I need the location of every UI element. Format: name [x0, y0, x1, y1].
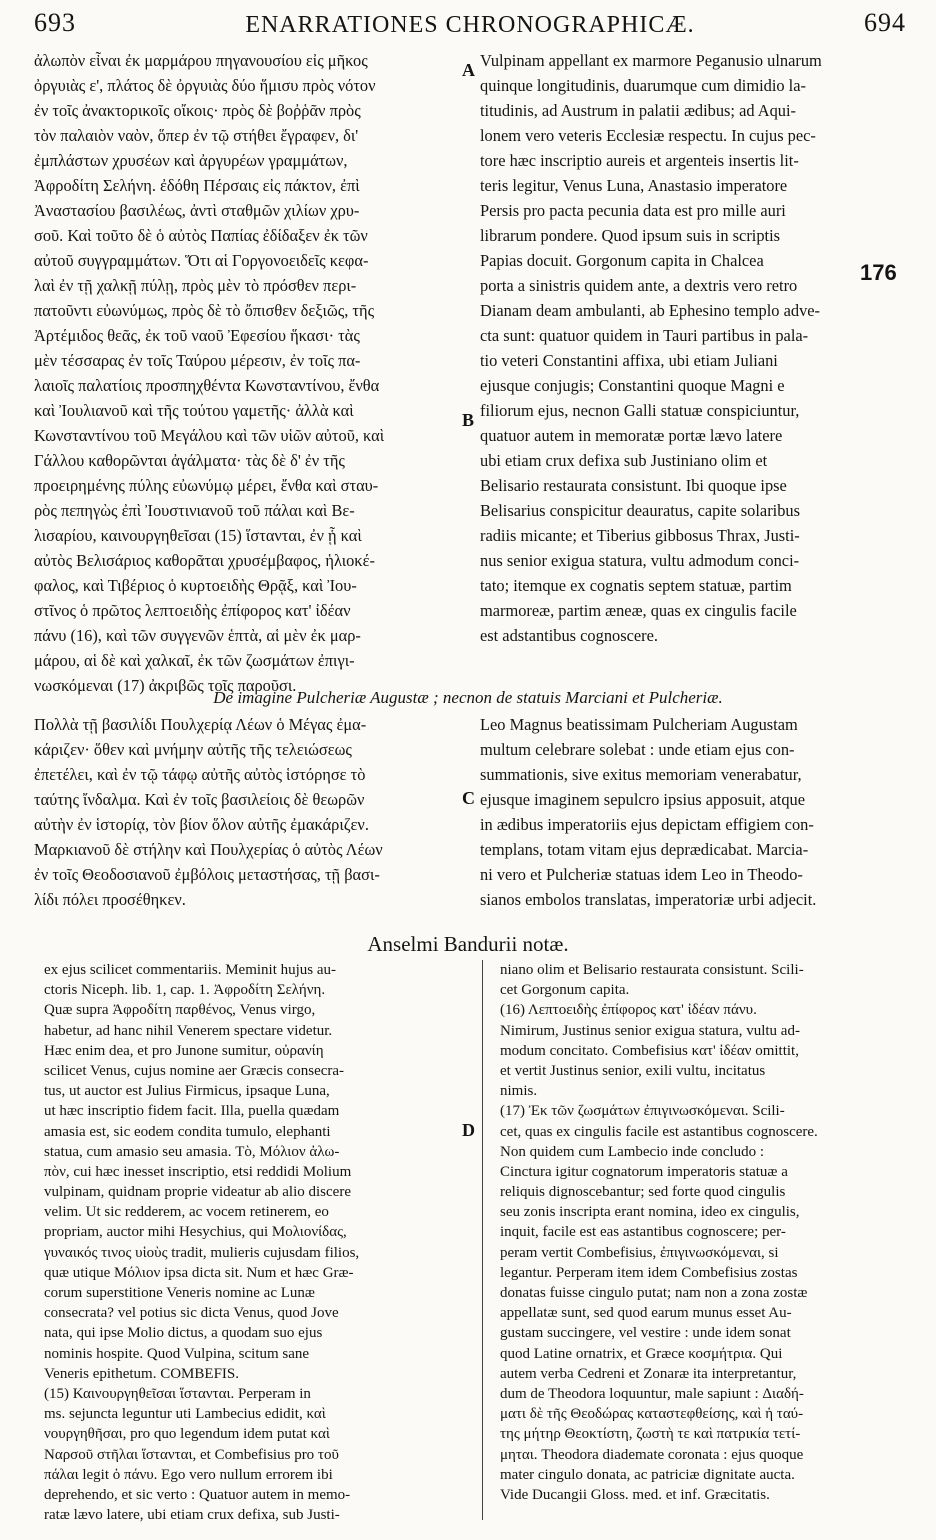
text-line: Dianam deam ambulanti, ab Ephesino templo adve-: [480, 301, 821, 320]
running-head: [34, 6, 906, 46]
section-title: De imagine Pulcheriæ Augustæ ; necnon de statuis Marciani et Pulcheriæ.: [213, 688, 723, 707]
note-line: nimis.: [500, 1083, 538, 1100]
text-line: λαιοῖς παλατίοις προσπηχθέντα Κωνσταντίνου, ἔνθα: [34, 376, 380, 395]
text-line: tore hæc inscriptio aureis et argenteis insertis lit-: [480, 151, 799, 170]
text-line: αὐτὴν ἐν ἱστορίᾳ, τὸν βίον ὅλον αὐτῆς ἐμακάριζεν.: [34, 815, 369, 834]
note-line: corum superstitione Veneris nomine ac Lunæ: [44, 1285, 315, 1301]
text-line: στῖνος ὁ πρῶτος λεπτοειδὴς ἐπίφορος κατ' ἰδέαν: [34, 601, 351, 620]
note-line: nata, qui ipse Molio dictus, a quodam suo ejus: [44, 1325, 323, 1342]
margin-marker-d: D: [462, 1120, 475, 1140]
text-line: lonem vero veteris Ecclesiæ respectu. In cujus pec-: [480, 126, 816, 145]
notes-right-column: [500, 960, 910, 1505]
text-line: μὲν τέσσαρας ἐν τοῖς Ταύρου μέρεσιν, ἐν τοῖς πα-: [34, 351, 361, 370]
note-line: Hæc enim dea, et pro Junone sumitur, οὐρανίη: [44, 1042, 324, 1059]
note-line: niano olim et Belisario restaurata consistunt. Scili-: [500, 962, 804, 978]
text-line: nus senior exigua statura, vultu admodum conci-: [480, 551, 800, 570]
note-line: της μήτηρ Θεοκτίστη, ζωστὴ τε καὶ πατρικία τετί-: [500, 1426, 801, 1443]
note-line: Quæ supra Ἀφροδίτη παρθένος, Venus virgo,: [44, 1002, 316, 1019]
text-line: sianos embolos translatas, imperatoriæ urbi adjecit.: [480, 890, 817, 909]
note-line: Ναρσοῦ στῆλαι ἵστανται, et Combefisius pro τοῦ: [44, 1446, 339, 1463]
note-line: πάλαι legit ὁ πάνυ. Ego vero nullum errorem ibi: [44, 1466, 333, 1483]
text-line: in ædibus imperatoriis ejus depictam effigiem con-: [480, 815, 814, 834]
note-line: statua, cum amasio seu amasia. Τὸ, Μόλιον ἀλω-: [44, 1143, 340, 1160]
note-line: appellatæ sunt, sed quod earum munus esset Au-: [500, 1305, 792, 1322]
text-line: ἐν τοῖς Θεοδοσιανοῦ ἐμβόλοις μεταστήσας, τῇ βασι-: [34, 865, 380, 884]
note-line: Cinctura igitur cognatorum imperatoris statuæ a: [500, 1163, 788, 1180]
note-line: (15) Καινουργηθεῖσαι ἵστανται. Perperam in: [44, 1385, 311, 1402]
text-line: μάρου, αἱ δὲ καὶ χαλκαῖ, ἐκ τῶν ζωσμάτων ἐπιγι-: [34, 651, 355, 670]
text-line: νωσκόμεναι (17) ἀκριβῶς τοῖς παροῦσι.: [34, 676, 297, 695]
notes-title: Anselmi Bandurii notæ.: [367, 932, 569, 956]
note-line: vulpinam, quidnam proprie videatur ab alio discere: [44, 1184, 351, 1201]
note-line: reliquis dignoscebantur; sed forte quod cingulis: [500, 1184, 786, 1201]
note-line: legantur. Perperam item idem Combefisius zostas: [500, 1264, 798, 1281]
margin-marker-b: B: [462, 410, 475, 430]
note-line: ctoris Niceph. lib. 1, cap. 1. Ἀφροδίτη Σελήνη.: [44, 982, 326, 999]
text-line: φαλος, καὶ Τιβέριος ὁ κυρτοειδὴς Θρᾷξ, καὶ Ἰου-: [34, 576, 357, 595]
note-line: habetur, ad hanc nihil Venerem spectare videtur.: [44, 1022, 333, 1039]
text-line: Persis pro pacta pecunia data est pro mille auri: [480, 201, 786, 220]
note-line: Veneris epithetum. COMBEFIS.: [44, 1365, 239, 1382]
text-line: radiis micante; et Tiberius gibbosus Thrax, Justi-: [480, 526, 800, 545]
text-line: ταύτης ἴνδαλμα. Καὶ ἐν τοῖς βασιλείοις δὲ θεωρῶν: [34, 790, 365, 809]
note-line: amasia est, sic eodem condita tumulo, elephanti: [44, 1123, 331, 1140]
text-line: Papias docuit. Gorgonum capita in Chalcea: [480, 251, 764, 270]
text-line: ubi etiam crux defixa sub Justiniano olim et: [480, 451, 768, 470]
notes-left-column: [44, 960, 464, 1525]
text-line: λαὶ ἐν τῇ χαλκῇ πύλῃ, πρὸς μὲν τὸ πρόσθεν περι-: [34, 276, 357, 295]
text-line: marmoreæ, partim æneæ, quas ex cingulis facile: [480, 601, 797, 620]
text-line: αὐτὸς Βελισάριος καθορᾶται χρυσέμβαφος, ἡλιοκέ-: [34, 551, 375, 570]
text-line: ni vero et Pulcheriæ statuas idem Leo in Theodo-: [480, 865, 803, 884]
note-line: μηται. Theodora diademate coronata : ejus quoque: [500, 1446, 804, 1463]
note-line: ut hæc inscriptio fidem facit. Illa, puella quædam: [44, 1103, 340, 1120]
text-line: Ἀναστασίου βασιλέως, ἀντὶ σταθμῶν χιλίων χρυ-: [34, 201, 360, 220]
text-line: quatuor autem in memoratæ portæ lævo latere: [480, 426, 783, 445]
note-line: modum concitato. Combefisius κατ' ἰδέαν omittit,: [500, 1042, 799, 1059]
note-line: deprehendo, et sic verto : Quatuor autem in memo-: [44, 1486, 351, 1503]
note-line: ms. sejuncta leguntur uti Lambecius edidit, καὶ: [44, 1406, 326, 1423]
text-line: tio veteri Constantini affixa, ubi etiam Juliani: [480, 351, 778, 370]
page-number-right: 694: [864, 8, 906, 37]
text-line: ἐν τοῖς ἀνακτορικοῖς οἴκοις· πρὸς δὲ βοῤῥᾶν πρὸς: [34, 101, 361, 120]
greek-text-middle: [34, 712, 464, 912]
text-line: Belisario restaurata consistunt. Ibi quoque ipse: [480, 476, 787, 495]
note-line: Nimirum, Justinus senior exigua statura, vultu ad-: [500, 1022, 800, 1039]
page-number-left: 693: [34, 8, 76, 37]
text-line: Γάλλου καθορῶνται ἀγάλματα· τὰς δὲ δ' ἐν τῆς: [34, 451, 345, 470]
note-line: cet, quas ex cingulis facile est astantibus cognoscere.: [500, 1123, 818, 1140]
text-line: Κωνσταντίνου τοῦ Μεγάλου καὶ τῶν υἱῶν αὐτοῦ, καὶ: [34, 426, 385, 445]
text-line: πάνυ (16), καὶ τῶν συγγενῶν ἑπτὰ, αἱ μὲν ἐκ μαρ-: [34, 626, 361, 645]
text-line: multum celebrare solebat : unde etiam ejus con-: [480, 740, 795, 759]
note-line: gustam succingere, vel vestire : unde idem sonat: [500, 1325, 791, 1342]
note-line: donatas fuisse cingulo putat; nam non a zona zostæ: [500, 1285, 808, 1301]
note-line: propriam, auctor mihi Hesychius, qui Μολιονίδας,: [44, 1224, 347, 1241]
text-line: templans, totam vitam ejus deprædicabat. Marcia-: [480, 840, 809, 859]
note-line: (16) Λεπτοειδὴς ἐπίφορος κατ' ἰδέαν πάνυ.: [500, 1002, 757, 1019]
text-line: cta sunt: quatuor quidem in Tauri partibus in pala-: [480, 326, 809, 345]
text-line: titudinis, ad Austrum in palatii ædibus; ad Aqui-: [480, 101, 796, 120]
note-line: Vide Ducangii Gloss. med. et inf. Græcitatis.: [500, 1486, 770, 1503]
text-line: ἀλωπὸν εἶναι ἐκ μαρμάρου πηγανουσίου εἰς μῆκος: [34, 51, 368, 70]
note-line: Non quidem cum Lambecio inde concludo :: [500, 1143, 765, 1160]
margin-marker-c: C: [462, 788, 475, 808]
note-line: quæ utique Μόλιον ipsa dicta sit. Num et hæc Græ-: [44, 1264, 354, 1281]
text-line: ἐπετέλει, καὶ ἐν τῷ τάφῳ αὐτῆς αὐτὸς ἱστόρησε τὸ: [34, 765, 366, 784]
text-line: καὶ Ἰουλιανοῦ καὶ τῆς τούτου γαμετῆς· ἀλλὰ καὶ: [34, 401, 354, 420]
note-line: nominis hospite. Quod Vulpina, scitum sane: [44, 1345, 310, 1362]
greek-text-top: [34, 48, 464, 698]
text-line: πατοῦντι εὐωνύμως, πρὸς δὲ τὸ ὄπισθεν δεξιῶς, τῆς: [34, 301, 375, 320]
text-line: Leo Magnus beatissimam Pulcheriam Augustam: [480, 715, 798, 734]
note-line: γυναικός τινος υἱοὺς tradit, mulieris cujusdam filios,: [44, 1244, 360, 1261]
text-line: ὀργυιὰς ε', πλάτος δὲ ὀργυιὰς δύο ἥμισυ πρὸς νότον: [34, 76, 376, 95]
note-line: consecrata? vel potius sic dicta Venus, quod Jove: [44, 1305, 339, 1322]
text-line: librarum pondere. Quod ipsum suis in scriptis: [480, 226, 781, 245]
text-line: tato; itemque ex cognatis septem statuæ, partim: [480, 576, 792, 595]
note-line: tus, ut auctor est Julius Firmicus, ipsaque Luna,: [44, 1083, 330, 1100]
note-line: ματι δὲ τῆς Θεοδώρας καταστεφθείσης, καὶ ἡ ταύ-: [500, 1406, 804, 1423]
note-line: (17) Ἐκ τῶν ζωσμάτων ἐπιγινωσκόμεναι. Scili-: [500, 1103, 785, 1120]
note-line: νουργηθῆσαι, pro quo legendum idem putat καὶ: [44, 1426, 330, 1443]
note-line: scilicet Venus, cujus nomine aer Græcis consecra-: [44, 1062, 345, 1079]
text-line: Ἀρτέμιδος θεᾶς, ἐκ τοῦ ναοῦ Ἐφεσίου ἥκασι· τὰς: [34, 326, 360, 345]
text-line: Belisarius conspicitur deauratus, capite solaribus: [480, 501, 800, 520]
text-line: teris legitur, Venus Luna, Anastasio imperatore: [480, 176, 788, 195]
text-line: Πολλὰ τῇ βασιλίδι Πουλχερίᾳ Λέων ὁ Μέγας ἐμα-: [34, 715, 367, 734]
margin-marker-a: A: [462, 60, 475, 80]
text-line: porta a sinistris quidem ante, a dextris vero retro: [480, 276, 798, 295]
page-title: ENARRATIONES CHRONOGRAPHICÆ.: [245, 12, 695, 38]
text-line: λισαρίου, καινουργηθεῖσαι (15) ἵστανται, ἐν ᾗ καὶ: [34, 526, 362, 545]
latin-text-middle: [480, 712, 910, 912]
latin-text-top: [480, 48, 910, 648]
note-line: πὸν, cui hæc inesset inscriptio, etsi reddidi Molium: [44, 1163, 352, 1180]
note-line: velim. Ut sic redderem, ac vocem retinerem, eo: [44, 1204, 329, 1221]
text-line: προειρημένης πύλης εὐωνύμῳ μέρει, ἔνθα καὶ σταυ-: [34, 476, 379, 495]
text-line: est adstantibus cognoscere.: [480, 626, 658, 645]
text-line: αὐτοῦ συγγραμμάτων. Ὅτι αἱ Γοργονοειδεῖς κεφα-: [34, 251, 369, 270]
text-line: τὸν παλαιὸν ναὸν, ὅπερ ἐν τῷ στήθει ἔγραφεν, δι': [34, 126, 359, 145]
text-line: filiorum ejus, necnon Galli statuæ conspiciuntur,: [480, 401, 800, 420]
column-number: 176: [860, 260, 897, 285]
text-line: Vulpinam appellant ex marmore Peganusio ulnarum: [480, 51, 822, 70]
note-line: peram vertit Combefisius, ἐπιγινωσκόμεναι, si: [500, 1244, 779, 1261]
note-line: autem verba Cedreni et Zonaræ ita interpretantur,: [500, 1365, 797, 1382]
text-line: σοῦ. Καὶ τοῦτο δὲ ὁ αὐτὸς Παπίας ἐδίδαξεν ἐκ τῶν: [34, 226, 368, 245]
note-line: ex ejus scilicet commentariis. Meminit hujus au-: [44, 962, 337, 978]
note-line: seu zonis inscripta erant nomina, ideo ex cingulis,: [500, 1204, 800, 1221]
note-line: et vertit Justinus senior, exili vultu, incitatus: [500, 1062, 766, 1079]
text-line: ejusque imaginem sepulcro ipsius apposuit, atque: [480, 790, 806, 809]
note-line: dum de Theodora loquuntur, male sapiunt : Διαδή-: [500, 1385, 804, 1402]
column-divider: [482, 960, 483, 1520]
text-line: κάριζεν· ὅθεν καὶ μνήμην αὐτῆς τῆς τελειώσεως: [34, 740, 352, 759]
text-line: quinque longitudinis, duarumque cum dimidio la-: [480, 76, 806, 95]
text-line: ejusque conjugis; Constantini quoque Magni e: [480, 376, 785, 395]
note-line: ratæ lævo latere, ubi etiam crux defixa, sub Justi-: [44, 1507, 340, 1524]
note-line: cet Gorgonum capita.: [500, 982, 630, 999]
note-line: mater cingulo donata, ac patriciæ dignitate aucta.: [500, 1466, 795, 1483]
text-line: λίδι πόλει προσέθηκεν.: [34, 890, 186, 909]
note-line: quod Latine ornatrix, et Græce κοσμήτρια. Qui: [500, 1345, 783, 1362]
text-line: Ἀφροδίτη Σελήνη. ἐδόθη Πέρσαις εἰς πάκτον, ἐπὶ: [34, 176, 360, 195]
text-line: ἐμπλάστων χρυσέων καὶ ἀργυρέων γραμμάτων,: [34, 151, 348, 170]
note-line: inquit, facile est eas astantibus cognoscere; per-: [500, 1224, 786, 1241]
text-line: Μαρκιανοῦ δὲ στήλην καὶ Πουλχερίας ὁ αὐτὸς Λέων: [34, 840, 383, 859]
text-line: summationis, sive exitus memoriam venerabatur,: [480, 765, 802, 784]
text-line: ρὸς πεπηγὼς ἐπὶ Ἰουστινιανοῦ τοῦ πάλαι καὶ Βε-: [34, 501, 355, 520]
